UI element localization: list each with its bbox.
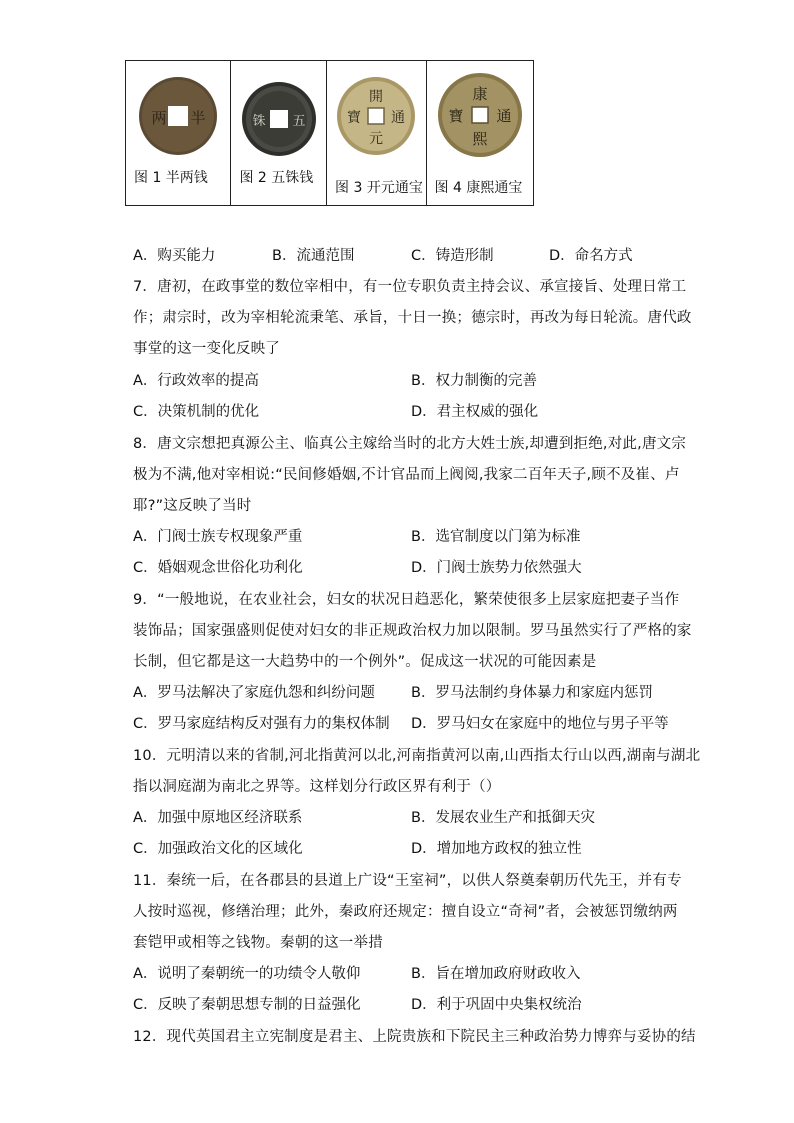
coin-caption-3: 图 3 开元通宝 <box>335 180 423 196</box>
coin-caption-4: 图 4 康熙通宝 <box>434 180 523 196</box>
coin-caption-2: 图 2 五铢钱 <box>239 170 314 186</box>
q7-stem-line-1: 7．唐初，在政事堂的数位宰相中，有一位专职负责主持会议、承宣接旨、处理日常工 <box>133 279 687 295</box>
coin-cell-4 <box>427 61 533 205</box>
q8-option-a: A．门阀士族专权现象严重 <box>133 529 303 545</box>
coin-inscription-char: 半 <box>190 109 206 127</box>
q7-stem-line-2: 作；肃宗时，改为宰相轮流秉笔、承旨，十日一换；德宗时，再改为每日轮流。唐代政 <box>133 310 692 326</box>
q11-option-c: C．反映了秦朝思想专制的日益强化 <box>133 997 361 1013</box>
q6-option-d: D．命名方式 <box>549 248 633 264</box>
q10-option-c: C．加强政治文化的区域化 <box>133 841 303 857</box>
q11-stem-line-3: 套铠甲或相等之钱物。秦朝的这一举措 <box>133 935 383 951</box>
q8-option-c: C．婚姻观念世俗化功利化 <box>133 560 303 576</box>
coin-figure-table <box>125 60 534 206</box>
coin-inscription-char: 寶 <box>448 107 464 125</box>
q7-stem-line-3: 事堂的这一变化反映了 <box>133 341 280 357</box>
q9-option-c: C．罗马家庭结构反对强有力的集权体制 <box>133 716 390 732</box>
q10-option-b: B．发展农业生产和抵御天灾 <box>411 810 595 826</box>
q8-stem-line-2: 极为不满,他对宰相说:“民间修婚姻,不计官品而上阀阅,我家二百年天子,顾不及崔、卢 <box>133 467 680 483</box>
q9-option-d: D．罗马妇女在家庭中的地位与男子平等 <box>411 716 669 732</box>
coin-cell-1 <box>126 61 231 205</box>
q12-stem-line-1: 12．现代英国君主立宪制度是君主、上院贵族和下院民主三种政治势力博弈与妥协的结 <box>133 1029 696 1045</box>
q8-option-d: D．门阀士族势力依然强大 <box>411 560 582 576</box>
q10-option-a: A．加强中原地区经济联系 <box>133 810 303 826</box>
q11-stem-line-2: 人按时巡视，修缮治理；此外，秦政府还规定：擅自设立“奇祠”者，会被惩罚缴纳两 <box>133 904 678 920</box>
q11-option-a: A．说明了秦朝统一的功绩令人敬仰 <box>133 966 361 982</box>
q8-stem-line-3: 耶?”这反映了当时 <box>133 498 252 514</box>
coin-inscription-char: 通 <box>496 107 512 125</box>
coin-banliang-image <box>137 75 219 157</box>
coin-kangxi-image <box>436 71 524 159</box>
coin-inscription-char: 铢 <box>252 114 266 129</box>
coin-inscription-char: 通 <box>391 110 406 126</box>
q9-stem-line-1: 9．“一般地说，在农业社会，妇女的状况日趋恶化，繁荣使很多上层家庭把妻子当作 <box>133 592 680 608</box>
q9-stem-line-3: 长制，但它都是这一大趋势中的一个例外”。促成这一状况的可能因素是 <box>133 654 597 670</box>
q9-option-b: B．罗马法制约身体暴力和家庭内惩罚 <box>411 685 653 701</box>
coin-caption-1: 图 1 半两钱 <box>134 170 208 186</box>
q11-option-b: B．旨在增加政府财政收入 <box>411 966 581 982</box>
q6-option-a: A．购买能力 <box>133 248 216 264</box>
coin-inscription-char: 寶 <box>347 110 362 126</box>
coin-inscription-char: 康 <box>472 85 488 103</box>
coin-kaiyuan-image <box>335 75 417 157</box>
q6-option-b: B．流通范围 <box>272 248 355 264</box>
q7-option-b: B．权力制衡的完善 <box>411 373 537 389</box>
q10-stem-line-1: 10．元明清以来的省制,河北指黄河以北,河南指黄河以南,山西指太行山以西,湖南与湖北 <box>133 748 701 764</box>
coin-cell-3 <box>327 61 427 205</box>
q11-stem-line-1: 11．秦统一后，在各郡县的县道上广设“王室祠”，以供人祭奠秦朝历代先王，并有专 <box>133 873 682 889</box>
q9-option-a: A．罗马法解决了家庭仇怨和纠纷问题 <box>133 685 375 701</box>
q10-stem-line-2: 指以洞庭湖为南北之界等。这样划分行政区界有利于（） <box>133 779 501 795</box>
q8-option-b: B．选官制度以门第为标准 <box>411 529 581 545</box>
q6-option-c: C．铸造形制 <box>411 248 494 264</box>
q7-option-a: A．行政效率的提高 <box>133 373 259 389</box>
q9-stem-line-2: 装饰品；国家强盛则促使对妇女的非正规政治权力加以限制。罗马虽然实行了严格的家 <box>133 623 692 639</box>
q7-option-c: C．决策机制的优化 <box>133 404 260 420</box>
coin-inscription-char: 開 <box>369 89 384 105</box>
coin-wuzhu-image <box>241 81 317 157</box>
coin-inscription-char: 两 <box>151 109 167 127</box>
coin-inscription-char: 元 <box>369 131 384 147</box>
coin-cell-2 <box>231 61 327 205</box>
q8-stem-line-1: 8．唐文宗想把真源公主、临真公主嫁给当时的北方大姓士族,却遭到拒绝,对此,唐文宗 <box>133 436 687 452</box>
coin-inscription-char: 五 <box>292 114 306 129</box>
q11-option-d: D．利于巩固中央集权统治 <box>411 997 582 1013</box>
q10-option-d: D．增加地方政权的独立性 <box>411 841 582 857</box>
coin-inscription-char: 熙 <box>472 130 488 148</box>
q7-option-d: D．君主权威的强化 <box>411 404 539 420</box>
